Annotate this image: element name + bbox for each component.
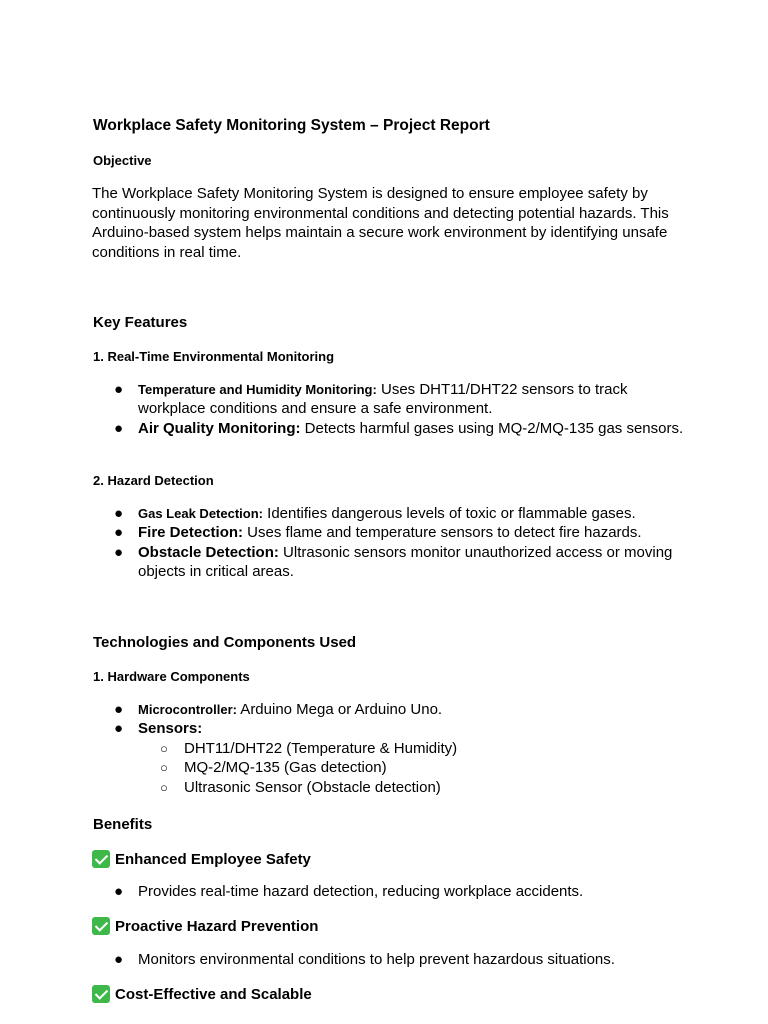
item-label: Sensors: (138, 720, 203, 738)
hazard-detection-list (92, 504, 692, 582)
realtime-monitoring-heading: 1. Real-Time Environmental Monitoring (93, 349, 335, 364)
bullet-icon: ● (114, 543, 124, 561)
technologies-heading: Technologies and Components Used (93, 634, 357, 651)
list-item (92, 719, 692, 738)
list-item (92, 380, 692, 419)
check-mark-icon (92, 850, 110, 868)
list-item (92, 739, 692, 758)
page-title: Workplace Safety Monitoring System – Project Report (93, 117, 490, 134)
item-label: Fire Detection: (138, 524, 244, 542)
list-item (92, 504, 692, 523)
item-label: Microcontroller: (138, 702, 237, 717)
item-text: Detects harmful gases using MQ-2/MQ-135 gas sensors. (300, 419, 684, 437)
bullet-icon: ● (114, 524, 124, 542)
item-text: MQ-2/MQ-135 (Gas detection) (184, 759, 387, 777)
bullet-icon: ● (114, 720, 124, 738)
hazard-detection-heading: 2. Hazard Detection (93, 473, 214, 488)
benefit-title (92, 850, 311, 868)
list-item (92, 778, 692, 797)
list-item (92, 419, 692, 438)
list-item (92, 523, 692, 542)
hardware-heading: 1. Hardware Components (93, 669, 250, 684)
item-label: Obstacle Detection: (138, 543, 279, 561)
bullet-icon: ● (114, 419, 124, 437)
bullet-icon: ● (114, 505, 124, 522)
key-features-heading: Key Features (93, 314, 188, 331)
benefit-title (92, 985, 312, 1003)
item-text: Arduino Mega or Arduino Uno. (236, 701, 443, 718)
benefit-title (92, 917, 318, 935)
benefit-title-text: Cost-Effective and Scalable (115, 985, 312, 1003)
item-text: Uses flame and temperature sensors to detect fire hazards. (243, 524, 642, 542)
sensor-sublist (92, 739, 692, 797)
item-text: Ultrasonic sensors monitor unauthorized access or moving objects in critical areas. (138, 543, 673, 581)
list-item (92, 700, 692, 719)
list-item (92, 543, 692, 582)
list-item (92, 882, 692, 901)
realtime-monitoring-list (92, 380, 692, 438)
bullet-icon: ● (114, 381, 124, 398)
item-label: Temperature and Humidity Monitoring: (138, 382, 377, 397)
item-text: Ultrasonic Sensor (Obstacle detection) (184, 778, 441, 796)
circle-bullet-icon: ○ (160, 740, 168, 756)
sensor-sublist-container (92, 739, 692, 797)
item-label: Air Quality Monitoring: (138, 419, 301, 437)
item-text: Provides real-time hazard detection, reducing workplace accidents. (138, 883, 584, 900)
objective-paragraph: The Workplace Safety Monitoring System is designed to ensure employee safety by continuously monitoring environmental conditions and detecting potential hazards. This Arduino-based system helps maintain a secure work environment by identifying unsafe conditions in real time. (92, 185, 669, 261)
item-text: Identifies dangerous levels of toxic or flammable gases. (263, 505, 636, 522)
bullet-icon: ● (114, 883, 124, 900)
benefit-list (92, 882, 692, 901)
bullet-icon: ● (114, 701, 124, 718)
item-text: Uses DHT11/DHT22 sensors to track workplace conditions and ensure a safe environment. (138, 381, 628, 418)
item-text: DHT11/DHT22 (Temperature & Humidity) (184, 739, 458, 757)
circle-bullet-icon: ○ (160, 779, 168, 795)
check-mark-icon (92, 985, 110, 1003)
bullet-icon: ● (114, 951, 124, 968)
benefit-title-text: Proactive Hazard Prevention (115, 917, 319, 935)
list-item (92, 758, 692, 777)
check-mark-icon (92, 917, 110, 935)
hardware-list (92, 700, 692, 797)
item-label: Gas Leak Detection: (138, 506, 263, 521)
circle-bullet-icon: ○ (160, 760, 168, 776)
objective-heading: Objective (93, 153, 152, 168)
benefit-list (92, 950, 692, 969)
benefits-heading: Benefits (93, 816, 153, 833)
item-text: Monitors environmental conditions to help prevent hazardous situations. (138, 951, 615, 968)
benefit-title-text: Enhanced Employee Safety (115, 850, 311, 868)
list-item (92, 950, 692, 969)
